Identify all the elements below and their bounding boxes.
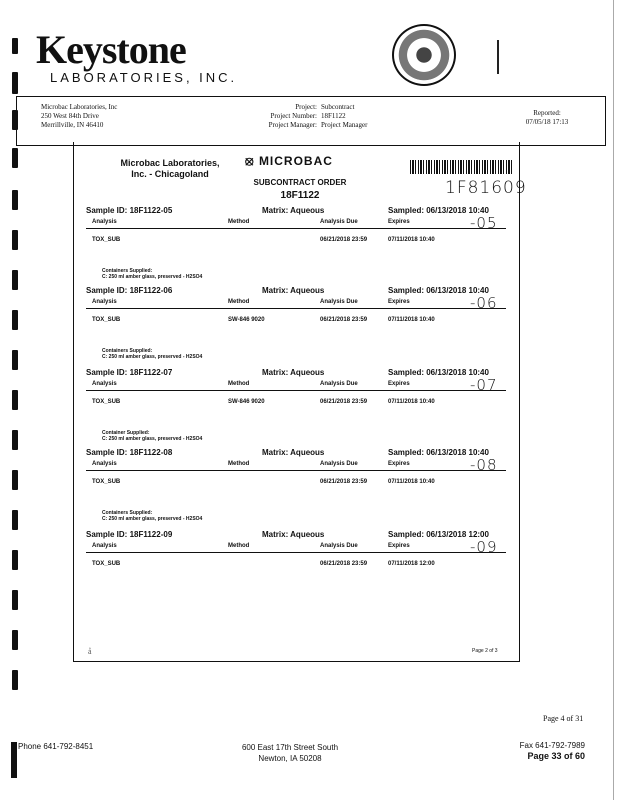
inner-page-number: Page 2 of 3 [472, 648, 498, 654]
containers-label: Containers Supplied: [102, 348, 153, 354]
col-header-analysis: Analysis [92, 543, 117, 549]
containers-value: C: 250 ml amber glass, preserved - H2SO4 [102, 274, 203, 280]
sample-rule [86, 552, 506, 553]
sample-sampled: Sampled: 06/13/2018 10:40 [388, 206, 489, 215]
analysis-expires: 07/11/2018 12:00 [388, 561, 435, 567]
containers-value: C: 250 ml amber glass, preserved - H2SO4 [102, 516, 203, 522]
binder-mark [12, 270, 18, 290]
analysis-name: TOX_SUB [92, 561, 121, 567]
binder-mark [12, 38, 18, 54]
footer-address: Newton, IA 50208 [258, 754, 322, 763]
col-header-due: Analysis Due [320, 381, 358, 387]
inner-page-border [519, 142, 520, 662]
lab-name: Inc. - Chicagoland [131, 169, 209, 179]
sample-matrix: Matrix: Aqueous [262, 368, 325, 377]
col-header-expires: Expires [388, 461, 410, 467]
col-header-analysis: Analysis [92, 461, 117, 467]
company-subtitle: LABORATORIES, INC. [50, 70, 238, 85]
binder-mark [12, 310, 18, 330]
analysis-method: SW-846 9020 [228, 317, 265, 323]
col-header-expires: Expires [388, 381, 410, 387]
col-header-due: Analysis Due [320, 299, 358, 305]
col-header-due: Analysis Due [320, 543, 358, 549]
col-header-method: Method [228, 381, 250, 387]
client-address [41, 103, 117, 130]
binder-mark [12, 590, 18, 610]
handwritten-sample-suffix: -07 [470, 376, 498, 394]
analysis-due: 06/21/2018 23:59 [320, 479, 368, 485]
sample-matrix: Matrix: Aqueous [262, 530, 325, 539]
project-number-value: 18F1122 [321, 112, 346, 120]
binder-mark [12, 510, 18, 530]
sample-id: Sample ID: 18F1122-09 [86, 530, 173, 539]
binder-mark [12, 630, 18, 650]
analysis-expires: 07/11/2018 10:40 [388, 479, 435, 485]
binder-mark [12, 430, 18, 450]
binder-mark [12, 390, 18, 410]
sample-matrix: Matrix: Aqueous [262, 448, 325, 457]
binder-mark [12, 550, 18, 570]
order-number: 18F1122 [280, 190, 320, 201]
order-title: SUBCONTRACT ORDER [253, 178, 347, 187]
sample-id: Sample ID: 18F1122-07 [86, 368, 173, 377]
accreditation-seal [392, 24, 456, 86]
binder-mark [12, 350, 18, 370]
col-header-due: Analysis Due [320, 461, 358, 467]
analysis-expires: 07/11/2018 10:40 [388, 237, 435, 243]
sample-rule [86, 308, 506, 309]
address-line: Merrillville, IN 46410 [41, 121, 104, 129]
sample-matrix: Matrix: Aqueous [262, 206, 325, 215]
col-header-method: Method [228, 461, 250, 467]
sample-rule [86, 228, 506, 229]
project-manager-label: Project Manager: [268, 121, 317, 129]
inner-page-border [73, 661, 520, 662]
containers-value: C: 250 ml amber glass, preserved - H2SO4 [102, 436, 203, 442]
project-manager-value: Project Manager [321, 121, 368, 129]
analysis-expires: 07/11/2018 10:40 [388, 399, 435, 405]
company-logo: Keystone [36, 27, 186, 72]
sample-sampled: Sampled: 06/13/2018 10:40 [388, 368, 489, 377]
sample-matrix: Matrix: Aqueous [262, 286, 325, 295]
address-line: Microbac Laboratories, Inc [41, 103, 118, 111]
col-header-analysis: Analysis [92, 219, 117, 225]
col-header-analysis: Analysis [92, 299, 117, 305]
sample-sampled: Sampled: 06/13/2018 10:40 [388, 286, 489, 295]
project-label: Project: [295, 103, 317, 111]
col-header-expires: Expires [388, 299, 410, 305]
microbac-logo-icon: ⦻ [245, 153, 255, 168]
analysis-name: TOX_SUB [92, 399, 121, 405]
reported-label: Reported: [533, 109, 561, 117]
col-header-method: Method [228, 543, 250, 549]
sample-id: Sample ID: 18F1122-06 [86, 286, 173, 295]
handwritten-sample-suffix: -06 [470, 294, 498, 312]
sample-sampled: Sampled: 06/13/2018 10:40 [388, 448, 489, 457]
footer-page-total: Page 33 of 60 [527, 751, 585, 761]
scan-artifact: å [88, 647, 92, 656]
col-header-analysis: Analysis [92, 381, 117, 387]
project-number-label: Project Number: [270, 112, 317, 120]
analysis-name: TOX_SUB [92, 317, 121, 323]
binder-mark [12, 230, 18, 250]
analysis-expires: 07/11/2018 10:40 [388, 317, 435, 323]
analysis-due: 06/21/2018 23:59 [320, 317, 368, 323]
col-header-method: Method [228, 299, 250, 305]
binder-mark [12, 72, 18, 94]
analysis-name: TOX_SUB [92, 237, 121, 243]
analysis-method: SW-846 9020 [228, 399, 265, 405]
containers-label: Containers Supplied: [102, 510, 153, 516]
sample-rule [86, 470, 506, 471]
address-line: 250 West 84th Drive [41, 112, 99, 120]
containers-label: Container Supplied: [102, 430, 150, 436]
analysis-due: 06/21/2018 23:59 [320, 399, 368, 405]
binder-mark [12, 148, 18, 168]
handwritten-work-order: 1F81609 [445, 178, 527, 198]
barcode [410, 160, 514, 174]
sample-sampled: Sampled: 06/13/2018 12:00 [388, 530, 489, 539]
sample-id: Sample ID: 18F1122-08 [86, 448, 173, 457]
containers-label: Containers Supplied: [102, 268, 153, 274]
analysis-due: 06/21/2018 23:59 [320, 237, 368, 243]
project-value: Subcontract [321, 103, 355, 111]
footer-address: 600 East 17th Street South [241, 743, 339, 752]
handwritten-sample-suffix: -05 [470, 214, 498, 232]
page-edge [613, 0, 614, 800]
sample-id: Sample ID: 18F1122-05 [86, 206, 173, 215]
inner-page-border [73, 142, 74, 661]
brand-name: MICROBAC [258, 154, 333, 168]
lab-name: Microbac Laboratories, [120, 158, 220, 168]
col-header-due: Analysis Due [320, 219, 358, 225]
binder-mark [12, 670, 18, 690]
binder-mark [12, 470, 18, 490]
handwritten-sample-suffix: -08 [470, 456, 498, 474]
col-header-expires: Expires [388, 219, 410, 225]
page-of: Page 4 of 31 [543, 714, 584, 723]
analysis-due: 06/21/2018 23:59 [320, 561, 368, 567]
col-header-expires: Expires [388, 543, 410, 549]
containers-value: C: 250 ml amber glass, preserved - H2SO4 [102, 354, 203, 360]
handwritten-sample-suffix: -09 [470, 538, 498, 556]
scan-mark [497, 40, 499, 74]
analysis-name: TOX_SUB [92, 479, 121, 485]
reported-value: 07/05/18 17:13 [525, 118, 569, 126]
footer-phone: Phone 641-792-8451 [18, 742, 94, 751]
footer-fax: Fax 641-792-7989 [519, 741, 585, 750]
binder-mark [12, 190, 18, 210]
sample-rule [86, 390, 506, 391]
report-info-box [16, 96, 606, 146]
col-header-method: Method [228, 219, 250, 225]
binder-mark [11, 742, 17, 778]
